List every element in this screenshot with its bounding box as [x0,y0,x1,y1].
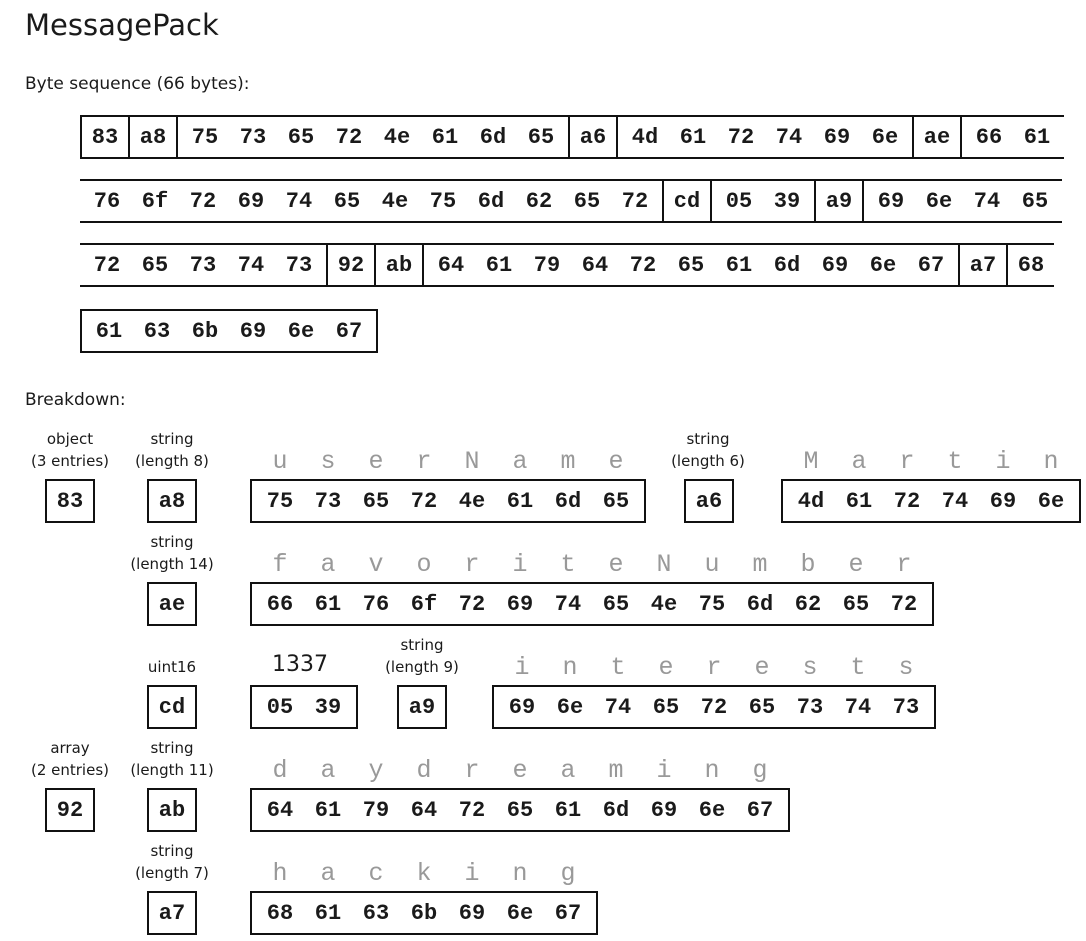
byte: 74 [285,188,313,214]
char: a [512,447,528,476]
byte: 65 [602,591,630,617]
byte: 74 [775,124,803,150]
byte: 6e [925,188,953,214]
daydreaming-chars [250,756,790,785]
byte: 72 [458,797,486,823]
username-value-prefix-box [684,479,734,523]
sequence-row-1 [80,115,1064,159]
byte: 75 [698,591,726,617]
byte: 6e [869,252,897,278]
interests-key-label: string (length 9) [385,636,459,676]
byte: 4e [383,124,411,150]
char: n [1043,447,1059,476]
byte: 92 [56,797,84,823]
byte: cd [673,188,701,214]
byte: 6d [602,797,630,823]
byte: a7 [969,252,997,278]
byte: 62 [525,188,553,214]
byte: 61 [314,591,342,617]
byte: 61 [1023,124,1051,150]
byte: 67 [335,318,363,344]
sequence-row-2 [80,179,1062,223]
byte: 6b [410,900,438,926]
byte-group [710,181,814,221]
char: e [658,653,674,682]
char: s [898,653,914,682]
daydreaming-prefix-box [147,788,197,832]
byte: 74 [237,252,265,278]
byte: 65 [287,124,315,150]
username-value-bytes-box [781,479,1081,523]
char: n [562,653,578,682]
byte: ae [158,591,186,617]
byte: 68 [1017,252,1045,278]
byte: 65 [842,591,870,617]
char: a [851,447,867,476]
byte: 6d [479,124,507,150]
byte-group [326,245,374,285]
byte-group [912,117,960,157]
char: u [704,550,720,579]
byte: 69 [239,318,267,344]
byte: 72 [629,252,657,278]
byte-sequence-label: Byte sequence (66 bytes): [25,74,250,94]
byte: 6d [554,488,582,514]
char: m [752,550,768,579]
byte: a6 [695,488,723,514]
byte: 6d [746,591,774,617]
byte-group [862,181,1062,221]
char: e [608,550,624,579]
byte-group [82,311,376,351]
byte: 6e [698,797,726,823]
byte: 73 [314,488,342,514]
byte: 6e [1037,488,1065,514]
char: i [514,653,530,682]
sequence-row-3 [80,243,1054,287]
byte: 92 [337,252,365,278]
byte: 73 [189,252,217,278]
byte: 61 [314,900,342,926]
byte: 6b [191,318,219,344]
byte: 63 [362,900,390,926]
favorite-key-chars [250,550,934,579]
byte: 6e [506,900,534,926]
byte: 83 [56,488,84,514]
username-key-chars [250,447,646,476]
array-label: array (2 entries) [30,739,109,779]
byte: 69 [821,252,849,278]
byte: a9 [825,188,853,214]
byte: 76 [93,188,121,214]
byte: 74 [554,591,582,617]
byte-group [80,181,662,221]
favorite-key-bytes-box [250,582,934,626]
byte-group [422,245,958,285]
char: y [368,756,384,785]
byte: 6d [477,188,505,214]
page-title: MessagePack [25,8,219,42]
char: a [320,859,336,888]
byte-group [80,245,326,285]
char: a [320,756,336,785]
byte: ae [923,124,951,150]
username-key-prefix-box [147,479,197,523]
byte: 62 [794,591,822,617]
hacking-chars [250,859,598,888]
byte: 6e [556,694,584,720]
hacking-label: string (length 7) [135,842,209,882]
byte: 63 [143,318,171,344]
byte: 65 [602,488,630,514]
byte: ab [385,252,413,278]
char: f [272,550,288,579]
char: a [320,550,336,579]
char: N [656,550,672,579]
byte: 64 [581,252,609,278]
favorite-key-prefix-box [147,582,197,626]
byte: ab [158,797,186,823]
username-value-chars [781,447,1081,476]
byte: 6f [410,591,438,617]
byte-group [568,117,616,157]
byte: a9 [408,694,436,720]
byte: 72 [890,591,918,617]
byte: 72 [893,488,921,514]
byte: 6d [773,252,801,278]
char: d [416,756,432,785]
char: i [464,859,480,888]
byte: 61 [679,124,707,150]
byte: 65 [1021,188,1049,214]
byte: 61 [95,318,123,344]
byte: 66 [975,124,1003,150]
char: r [464,756,480,785]
byte: 68 [266,900,294,926]
byte: 6f [141,188,169,214]
char: n [512,859,528,888]
byte: 67 [746,797,774,823]
char: s [320,447,336,476]
byte: 72 [621,188,649,214]
char: u [272,447,288,476]
char: e [608,447,624,476]
byte: 69 [506,591,534,617]
byte: 61 [506,488,534,514]
byte: 72 [189,188,217,214]
byte: 65 [506,797,534,823]
byte: 61 [431,124,459,150]
byte: 72 [335,124,363,150]
byte-group [1006,245,1054,285]
char: i [995,447,1011,476]
char: r [706,653,722,682]
byte: 72 [410,488,438,514]
char: i [656,756,672,785]
byte: 39 [773,188,801,214]
byte: 65 [362,488,390,514]
hacking-prefix-box [147,891,197,935]
interests-key-chars [492,653,936,682]
char: t [560,550,576,579]
byte-group [960,117,1064,157]
byte: 72 [727,124,755,150]
char: b [800,550,816,579]
char: c [368,859,384,888]
daydreaming-bytes-box [250,788,790,832]
char: h [272,859,288,888]
char: k [416,859,432,888]
username-value-label: string (length 6) [671,430,745,470]
uint16-prefix-box [147,685,197,729]
object-label: object (3 entries) [30,430,109,470]
byte: 61 [485,252,513,278]
byte: 4e [650,591,678,617]
byte-group [958,245,1006,285]
byte: 4d [797,488,825,514]
username-key-bytes-box [250,479,646,523]
byte: 6e [871,124,899,150]
byte: 61 [554,797,582,823]
byte-group [82,117,128,157]
char: d [272,756,288,785]
byte-group [128,117,176,157]
byte: 75 [191,124,219,150]
byte: cd [158,694,186,720]
interests-key-bytes-box [492,685,936,729]
char: r [464,550,480,579]
byte: 05 [266,694,294,720]
byte: 66 [266,591,294,617]
array-byte-box [45,788,95,832]
username-key-label: string (length 8) [135,430,209,470]
interests-key-prefix-box [397,685,447,729]
byte: 65 [141,252,169,278]
char: n [704,756,720,785]
byte-group [616,117,912,157]
byte-group [374,245,422,285]
char: r [896,550,912,579]
byte: 74 [973,188,1001,214]
byte: 69 [237,188,265,214]
byte: 69 [458,900,486,926]
object-byte-box [45,479,95,523]
byte-group [814,181,862,221]
byte: 73 [285,252,313,278]
byte: 4d [631,124,659,150]
char: o [416,550,432,579]
char: t [947,447,963,476]
byte: 65 [573,188,601,214]
char: t [850,653,866,682]
byte: 6e [287,318,315,344]
char: g [560,859,576,888]
hacking-bytes-box [250,891,598,935]
byte: 64 [437,252,465,278]
char: i [512,550,528,579]
byte: 72 [458,591,486,617]
char: a [560,756,576,785]
byte: 61 [725,252,753,278]
byte: 65 [652,694,680,720]
byte: 65 [677,252,705,278]
breakdown-label: Breakdown: [25,390,126,410]
byte: 76 [362,591,390,617]
char: N [464,447,480,476]
byte: 73 [239,124,267,150]
char: t [610,653,626,682]
byte: 83 [91,124,119,150]
byte: 75 [266,488,294,514]
uint16-bytes-box [250,685,358,729]
char: g [752,756,768,785]
byte: 74 [844,694,872,720]
byte: 79 [362,797,390,823]
byte: a6 [579,124,607,150]
byte: a8 [139,124,167,150]
daydreaming-label: string (length 11) [130,739,214,779]
byte: 74 [941,488,969,514]
byte: 69 [823,124,851,150]
byte: 72 [700,694,728,720]
char: m [608,756,624,785]
favorite-key-label: string (length 14) [130,533,214,573]
byte: 4e [381,188,409,214]
byte-group [662,181,710,221]
byte: 65 [748,694,776,720]
byte: 39 [314,694,342,720]
byte: 65 [333,188,361,214]
char: e [368,447,384,476]
sequence-row-4 [80,309,378,353]
byte: 61 [845,488,873,514]
byte: 69 [508,694,536,720]
byte: 65 [527,124,555,150]
char: s [802,653,818,682]
byte: 4e [458,488,486,514]
byte: 64 [410,797,438,823]
byte: a8 [158,488,186,514]
byte: 73 [796,694,824,720]
byte: 69 [989,488,1017,514]
uint16-label: uint16 [147,658,197,676]
byte: 79 [533,252,561,278]
byte: 73 [892,694,920,720]
byte: a7 [158,900,186,926]
char: v [368,550,384,579]
decoded-number: 1337 [272,652,328,677]
byte: 05 [725,188,753,214]
char: e [754,653,770,682]
char: r [899,447,915,476]
char: M [803,447,819,476]
byte: 75 [429,188,457,214]
byte: 69 [650,797,678,823]
char: e [512,756,528,785]
byte: 72 [93,252,121,278]
char: r [416,447,432,476]
byte: 74 [604,694,632,720]
char: m [560,447,576,476]
byte: 69 [877,188,905,214]
byte-group [176,117,568,157]
byte: 61 [314,797,342,823]
byte: 67 [554,900,582,926]
char: e [848,550,864,579]
byte: 64 [266,797,294,823]
byte: 67 [917,252,945,278]
